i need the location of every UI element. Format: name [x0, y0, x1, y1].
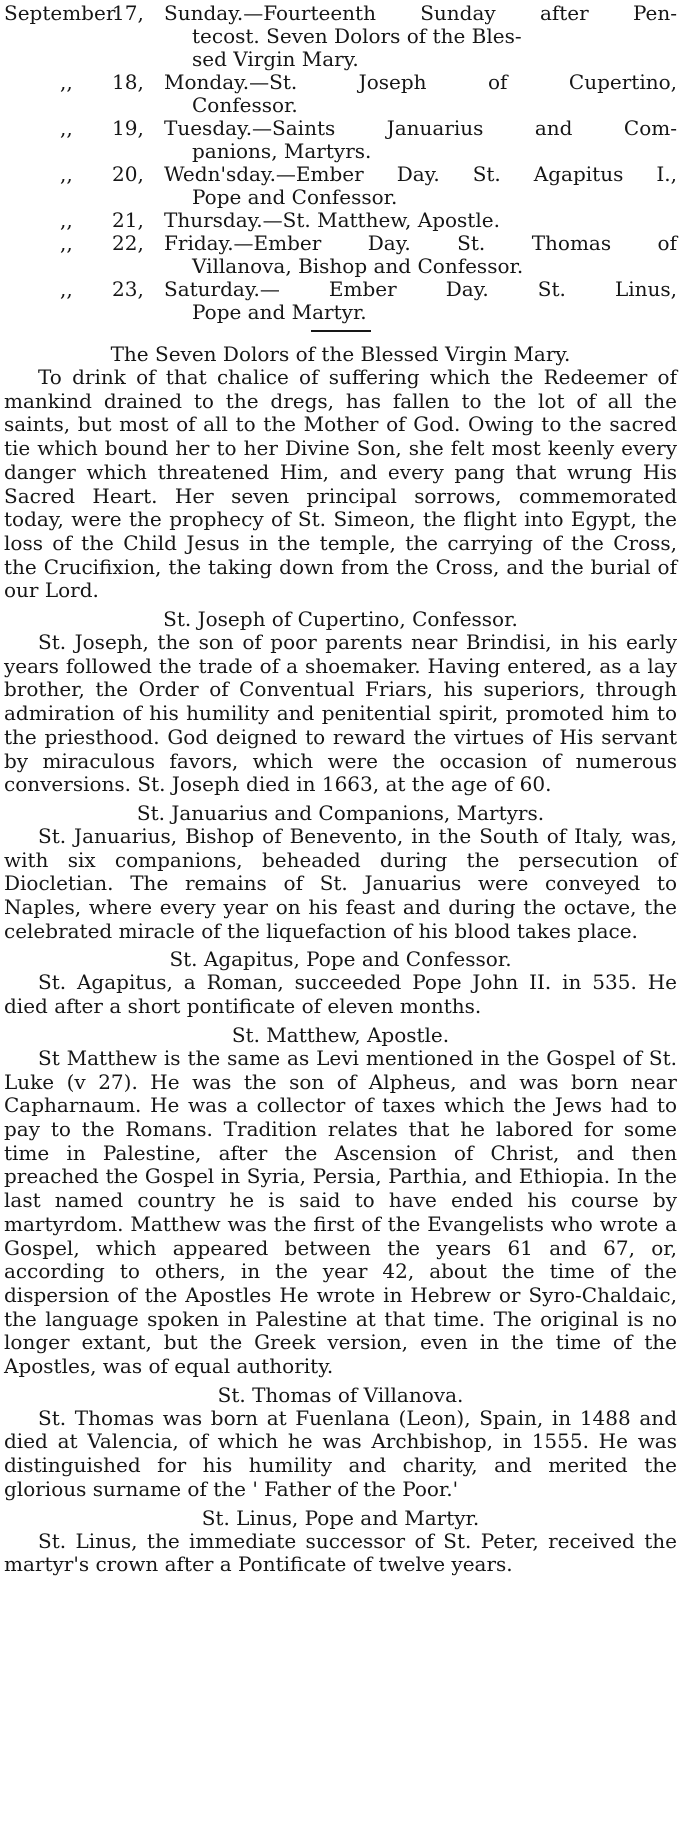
section-body: St. Linus, the immediate successor of St. Peter, received the martyr's crown after a Pontificate of twelve years. [4, 1528, 677, 1577]
feast-section [4, 801, 677, 944]
calendar-entry [4, 232, 677, 278]
calendar-line: tecost. Seven Dolors of the Bles- [192, 24, 522, 48]
calendar-entry [4, 2, 677, 71]
calendar-line: Tuesday.—Saints Januarius and Com- [164, 116, 677, 140]
section-heading: St. Januarius and Companions, Martyrs. [136, 800, 545, 825]
section-heading: The Seven Dolors of the Blessed Virgin Mary. [110, 342, 571, 366]
section-body: St. Joseph, the son of poor parents near Brindisi, in his early years followed the trade of a shoemaker. Having entered, as a lay brother, the Order of Conventual Friars, his superiors, through admiration of his humility and penitential spirit, promoted him to the priesthood. God deigned to reward the virtues of His servant by miraculous favors, which were the occasion of numerous conversions. St. Joseph died in 1663, at the age of 60. [4, 630, 677, 797]
calendar-month: ,, [60, 231, 73, 255]
calendar-text [164, 278, 677, 324]
calendar-line: Saturday.— Ember Day. St. Linus, [164, 277, 677, 301]
calendar-entry [4, 209, 677, 232]
section-divider [311, 330, 371, 332]
feast-section [4, 947, 677, 1018]
calendar-month: ,, [60, 70, 73, 94]
calendar-line: Thursday.—St. Matthew, Apostle. [164, 208, 500, 232]
calendar-text [164, 209, 677, 232]
section-heading: St. Joseph of Cupertino, Confessor. [163, 607, 518, 632]
calendar-text [164, 117, 677, 163]
calendar-day: 23, [112, 277, 144, 301]
feast-section [4, 1383, 677, 1502]
calendar-line: Confessor. [192, 93, 298, 117]
feast-section [4, 607, 677, 797]
calendar-day: 20, [112, 162, 144, 186]
section-heading: St. Matthew, Apostle. [231, 1022, 450, 1047]
calendar-line: Villanova, Bishop and Confessor. [192, 254, 524, 278]
calendar-text [164, 2, 677, 71]
calendar-month: ,, [60, 208, 73, 232]
calendar-entry [4, 71, 677, 117]
calendar-day: 17, [112, 1, 144, 25]
calendar-text [164, 163, 677, 209]
section-body: St. Agapitus, a Roman, succeeded Pope John II. in 535. He died after a short pontificate of eleven months. [4, 970, 677, 1019]
feast-section [4, 1023, 677, 1379]
calendar-line: Pope and Confessor. [192, 185, 398, 209]
calendar-month: September [4, 1, 116, 25]
calendar-line: Monday.—St. Joseph of Cupertino, [164, 70, 677, 94]
section-body: To drink of that chalice of suffering which the Redeemer of mankind drained to the dregs, has fallen to the lot of all the saints, but most of all to the Mother of God. Owing to the sacred tie which bound her to her Divine Son, she felt most keenly every danger which threatened Him, and every pang that wrung His Sacred Heart. Her seven principal sorrows, commemorated today, were the prophecy of St. Simeon, the flight into Egypt, the loss of the Child Jesus in the temple, the carrying of the Cross, the Crucifixion, the taking down from the Cross, and the burial of our Lord. [4, 365, 677, 603]
section-body: St. Januarius, Bishop of Benevento, in the South of Italy, was, with six companions, beheaded during the persecution of Diocletian. The remains of St. Januarius were conveyed to Naples, where every year on his feast and during the octave, the celebrated miracle of the liquefaction of his blood takes place. [4, 823, 677, 943]
section-body: St. Thomas was born at Fuenlana (Leon), Spain, in 1488 and died at Valencia, of which he was Archbishop, in 1555. He was distinguished for his humility and charity, and merited the glorious surname of the ' Father of the Poor.' [4, 1405, 677, 1501]
calendar-day: 18, [112, 70, 144, 94]
calendar-text [164, 232, 677, 278]
calendar-line: Wedn'sday.—Ember Day. St. Agapitus I., [164, 162, 677, 186]
document-page [0, 2, 683, 1831]
calendar-entry [4, 278, 677, 324]
calendar-list [4, 2, 677, 324]
calendar-day: 21, [112, 208, 144, 232]
calendar-day: 22, [112, 231, 144, 255]
section-heading: St. Linus, Pope and Martyr. [201, 1505, 480, 1530]
calendar-line: Pope and Martyr. [192, 300, 367, 324]
feast-section [4, 1506, 677, 1577]
calendar-line: Friday.—Ember Day. St. Thomas of [164, 231, 677, 255]
section-heading: St. Thomas of Villanova. [217, 1382, 464, 1407]
calendar-entry [4, 163, 677, 209]
section-heading: St. Agapitus, Pope and Confessor. [169, 947, 512, 972]
calendar-text [164, 71, 677, 117]
calendar-day: 19, [112, 116, 144, 140]
calendar-entry [4, 117, 677, 163]
calendar-month: ,, [60, 162, 73, 186]
section-body: St Matthew is the same as Levi mentioned in the Gospel of St. Luke (v 27). He was the son of Alpheus, and was born near Capharnaum. He was a collector of taxes which the Jews had to pay to the Romans. Tradition relates that he labored for some time in Palestine, after the Ascension of Christ, and then preached the Gospel in Syria, Persia, Parthia, and Ethiopia. In the last named country he is said to have ended his course by martyrdom. Matthew was the first of the Evangelists who wrote a Gospel, which appeared between the years 61 and 67, or, according to others, in the year 42, about the time of the dispersion of the Apostles He wrote in Hebrew or Syro-Chaldaic, the language spoken in Palestine at that time. The original is no longer extant, but the Greek version, even in the time of the Apostles, was of equal authority. [4, 1045, 677, 1379]
calendar-line: sed Virgin Mary. [192, 47, 359, 71]
calendar-line: panions, Martyrs. [192, 139, 372, 163]
calendar-month: ,, [60, 277, 73, 301]
calendar-month: ,, [60, 116, 73, 140]
feast-section [4, 342, 677, 603]
calendar-line: Sunday.—Fourteenth Sunday after Pen- [164, 1, 677, 25]
